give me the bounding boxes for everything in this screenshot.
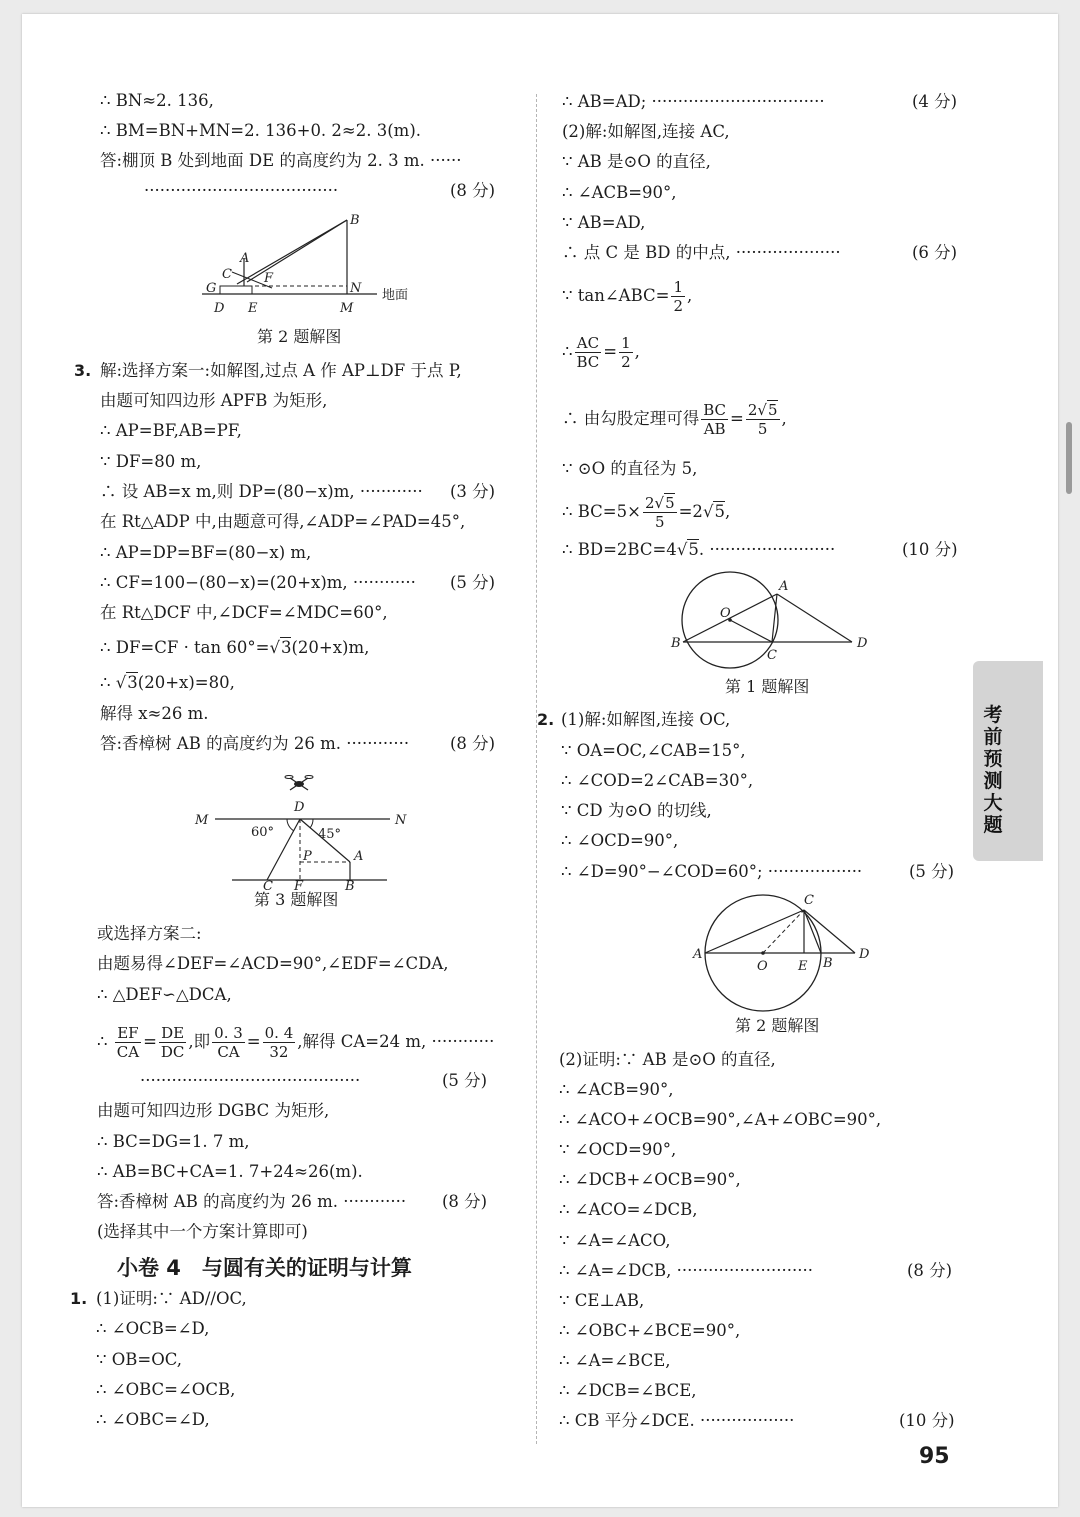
section-title: 小卷 4 与圆有关的证明与计算 — [117, 1256, 412, 1280]
fig1-label-C: C — [767, 648, 777, 663]
fig2c-label-C: C — [804, 893, 814, 908]
text-seg: ∴ — [562, 342, 573, 361]
score: (8 分) — [907, 1261, 953, 1280]
fig2-label-A: A — [240, 251, 250, 266]
fig2-label-D: D — [214, 301, 225, 316]
text-line: ∵ OA=OC,∠CAB=15°, — [561, 741, 746, 760]
numerator: 2√5 — [644, 494, 675, 512]
question-number: 3. — [74, 361, 92, 380]
text-line: (2)证明:∵ AB 是⊙O 的直径, — [559, 1050, 776, 1069]
figure-2-circle-diagram — [677, 890, 877, 1016]
text-line: ∴ ∠A=∠DCB, ·························· — [559, 1261, 813, 1280]
numerator: 1 — [673, 278, 684, 296]
text-line: ∴ BC=DG=1. 7 m, — [97, 1132, 250, 1151]
denominator: CA — [217, 1043, 240, 1061]
text-seg: , — [634, 342, 640, 361]
text-line: ∴ BD=2BC=4√5. ························ — [562, 540, 836, 559]
text-seg: ∴ BC=5× — [562, 502, 641, 521]
fig2-label-F: F — [264, 271, 274, 286]
text-line: 在 Rt△ADP 中,由题意可得,∠ADP=∠PAD=45°, — [100, 512, 466, 531]
score: (5 分) — [442, 1071, 488, 1090]
fig2c-label-A: A — [693, 947, 703, 962]
text-line: (1)解:如解图,连接 OC, — [561, 710, 731, 729]
text-seg: (20+x)=80, — [137, 673, 235, 692]
fig2-label-N: N — [350, 281, 362, 296]
text-line: ∴ DF=CF · tan 60°=√3(20+x)m, — [100, 638, 370, 657]
fig3-label-F: F — [294, 879, 304, 894]
text-seg: ,解得 CA=24 m, ············ — [297, 1032, 495, 1051]
text-line: ∴ AB=AD; ································· — [562, 92, 825, 111]
text-line: ∵ AB=AD, — [562, 213, 646, 232]
sqrt-arg: 5 — [665, 494, 675, 512]
fig1-label-O: O — [720, 606, 731, 621]
text-line — [97, 1022, 494, 1062]
text-line: 解得 x≈26 m. — [100, 704, 209, 723]
fig2c-label-D: D — [859, 947, 870, 962]
document-page — [22, 14, 1058, 1507]
figure-2-diagram — [192, 210, 422, 322]
fig3-label-D: D — [294, 800, 305, 815]
text-seg: = — [143, 1032, 157, 1051]
denominator: CA — [116, 1043, 140, 1061]
numerator: DE — [159, 1024, 187, 1043]
score-leader: ·········································· — [140, 1071, 361, 1090]
score: (8 分) — [450, 734, 496, 753]
fig3-angle-45: 45° — [318, 827, 342, 842]
text-line: ∴ ∠OBC=∠D, — [96, 1410, 210, 1429]
text-seg: ,即 — [188, 1032, 211, 1051]
denominator: AB — [703, 420, 726, 438]
text-seg: = — [603, 342, 618, 361]
denominator: 5 — [655, 513, 665, 531]
text-line: ∴ △DEF∽△DCA, — [97, 985, 232, 1004]
text-line: ∴ AP=DP=BF=(80−x) m, — [100, 543, 312, 562]
text-line: ∴ ∠DCB=∠BCE, — [559, 1381, 697, 1400]
text-line: 解:选择方案一:如解图,过点 A 作 AP⊥DF 于点 P, — [100, 361, 462, 380]
text-seg: , — [781, 409, 787, 428]
page-number: 95 — [919, 1444, 950, 1469]
text-line: 由题易得∠DEF=∠ACD=90°,∠EDF=∠CDA, — [97, 954, 449, 973]
scrollbar-thumb[interactable] — [1066, 422, 1072, 494]
score-leader: ····································· — [144, 181, 339, 200]
denominator: DC — [160, 1043, 185, 1061]
text-line: (选择其中一个方案计算即可) — [97, 1222, 308, 1241]
fig3-label-C: C — [263, 879, 273, 894]
denominator: 32 — [269, 1043, 289, 1061]
text-seg: , — [724, 502, 731, 521]
text-line: ∵ ∠A=∠ACO, — [559, 1231, 671, 1250]
text-seg: =2 — [678, 502, 703, 521]
denominator: BC — [576, 353, 600, 371]
fig3-label-M: M — [195, 813, 209, 828]
text-line: (2)解:如解图,连接 AC, — [562, 122, 730, 141]
denominator: 2 — [673, 297, 684, 315]
text-line: 答:棚顶 B 处到地面 DE 的高度约为 2. 3 m. ······ — [100, 151, 462, 170]
fraction — [671, 278, 685, 315]
numerator: 0. 4 — [264, 1024, 294, 1042]
text-line: 由题可知四边形 DGBC 为矩形, — [97, 1101, 330, 1120]
score: (10 分) — [902, 540, 958, 559]
text-seg: , — [687, 286, 693, 305]
fig3-label-N: N — [395, 813, 407, 828]
fig2c-label-O: O — [757, 959, 768, 974]
numerator: AC — [575, 334, 602, 353]
text-seg: ∴ DF=CF · tan 60°= — [100, 638, 270, 657]
sqrt-arg: 3 — [280, 638, 292, 657]
drone-icon — [285, 776, 313, 791]
score: (6 分) — [912, 243, 958, 262]
score: (4 分) — [912, 92, 958, 111]
fig3-label-B: B — [345, 879, 355, 894]
text-line: ∴ BM=BN+MN=2. 136+0. 2≈2. 3(m). — [100, 121, 422, 140]
text-line: ∵ DF=80 m, — [100, 452, 202, 471]
text-line: ∴ ∠OCD=90°, — [561, 831, 679, 850]
fraction — [115, 1024, 141, 1061]
text-line: ∴ ∠ACO=∠DCB, — [559, 1200, 698, 1219]
text-seg: ∴ BD=2BC=4 — [562, 540, 677, 559]
figure-caption: 第 3 题解图 — [254, 890, 339, 909]
score: (5 分) — [909, 862, 955, 881]
text-line: ∴ ∠ACB=90°, — [562, 183, 677, 202]
text-line: ∵ AB 是⊙O 的直径, — [562, 152, 711, 171]
text-seg: . ························ — [698, 540, 836, 559]
fig1-label-D: D — [857, 636, 868, 651]
text-line — [562, 332, 640, 372]
text-line: ∵ ⊙O 的直径为 5, — [562, 459, 698, 478]
text-seg: ∴ 由勾股定理可得 — [562, 409, 700, 428]
text-line: ∵ CD 为⊙O 的切线, — [561, 801, 712, 820]
denominator: 2 — [621, 353, 631, 371]
figure-1-diagram — [647, 570, 877, 675]
text-line: 或选择方案二: — [97, 924, 202, 943]
fraction — [701, 401, 728, 438]
coef: 2 — [747, 401, 758, 419]
text-line: ∴ ∠OBC+∠BCE=90°, — [559, 1321, 741, 1340]
text-line — [562, 399, 787, 439]
text-line: ∴ CF=100−(80−x)=(20+x)m, ············ — [100, 573, 416, 592]
text-line: 答:香樟树 AB 的高度约为 26 m. ············ — [97, 1192, 407, 1211]
score: (3 分) — [450, 482, 496, 501]
text-line: (1)证明:∵ AD//OC, — [96, 1289, 247, 1308]
text-line: ∴ ∠COD=2∠CAB=30°, — [561, 771, 754, 790]
fig2-label-E: E — [248, 301, 258, 316]
side-tab-label: 考前预测大题 — [983, 704, 1003, 836]
fraction — [263, 1024, 296, 1061]
fig3-label-A: A — [354, 849, 364, 864]
question-number: 1. — [70, 1289, 88, 1308]
text-line: ∴ 点 C 是 BD 的中点, ···················· — [562, 243, 841, 262]
fig2-label-B: B — [350, 213, 360, 228]
fraction — [619, 334, 633, 371]
figure-3-diagram — [187, 766, 417, 894]
fig2c-label-B: B — [823, 956, 833, 971]
text-line: ∴ ∠D=90°−∠COD=60°; ·················· — [561, 862, 863, 881]
text-line: ∴ √3(20+x)=80, — [100, 673, 235, 692]
text-line: ∴ BN≈2. 136, — [100, 91, 214, 110]
text-line: ∴ ∠ACO+∠OCB=90°,∠A+∠OBC=90°, — [559, 1110, 882, 1129]
text-line: 在 Rt△DCF 中,∠DCF=∠MDC=60°, — [100, 603, 388, 622]
text-line: ∵ CE⊥AB, — [559, 1291, 645, 1310]
numerator: BC — [703, 401, 727, 419]
text-seg: ∴ — [97, 1032, 108, 1051]
text-line: ∴ BC=5× $\frac{2√5}{5}$ =2√5, — [562, 494, 731, 531]
fig2-label-C: C — [222, 267, 232, 282]
text-line: ∵ OB=OC, — [96, 1350, 183, 1369]
fraction — [212, 1024, 245, 1061]
figure-caption: 第 2 题解图 — [735, 1016, 820, 1035]
fig2-label-G: G — [206, 281, 217, 296]
fig2c-label-E: E — [798, 959, 808, 974]
fig3-angle-60: 60° — [251, 825, 275, 840]
text-line: ∵ ∠OCD=90°, — [559, 1140, 677, 1159]
sqrt-arg: 5 — [767, 401, 778, 419]
text-seg: ∵ tan∠ABC= — [562, 286, 670, 305]
sqrt-arg: 3 — [127, 673, 138, 692]
text-line — [562, 276, 692, 316]
text-line: ∴ ∠A=∠BCE, — [559, 1351, 671, 1370]
text-line: 答:香樟树 AB 的高度约为 26 m. ············ — [100, 734, 410, 753]
fig2-label-ground: 地面 — [382, 288, 409, 303]
text-line: ∴ ∠OCB=∠D, — [96, 1319, 210, 1338]
text-line: ∴ ∠DCB+∠OCB=90°, — [559, 1170, 741, 1189]
numerator: EF — [115, 1024, 141, 1043]
text-line: ∴ CB 平分∠DCE. ·················· — [559, 1411, 795, 1430]
text-line: 由题可知四边形 APFB 为矩形, — [100, 391, 328, 410]
numerator: 2√5 — [747, 401, 778, 419]
sqrt-arg: 5 — [714, 502, 725, 521]
fig3-label-P: P — [303, 849, 312, 864]
score: (5 分) — [450, 573, 496, 592]
fraction — [575, 334, 602, 371]
fraction — [159, 1024, 187, 1061]
figure-caption: 第 2 题解图 — [257, 327, 342, 346]
figure-caption: 第 1 题解图 — [725, 677, 810, 696]
text-line: ∴ ∠ACB=90°, — [559, 1080, 674, 1099]
score: (8 分) — [450, 181, 496, 200]
score: (10 分) — [899, 1411, 955, 1430]
text-line: ∴ ∠OBC=∠OCB, — [96, 1380, 236, 1399]
fraction — [643, 494, 677, 531]
fraction — [746, 401, 780, 438]
fig2-label-M: M — [340, 301, 354, 316]
coef: 2 — [644, 494, 655, 512]
numerator: 1 — [621, 334, 631, 352]
column-divider — [536, 94, 537, 1444]
text-seg: ∴ — [100, 673, 116, 692]
text-seg: = — [246, 1032, 261, 1051]
text-line: ∴ 设 AB=x m,则 DP=(80−x)m, ············ — [100, 482, 423, 501]
text-seg: (20+x)m, — [291, 638, 370, 657]
sqrt-arg: 5 — [688, 540, 699, 559]
text-seg: = — [730, 409, 744, 428]
fig1-label-B: B — [671, 636, 681, 651]
text-line: ∴ AB=BC+CA=1. 7+24≈26(m). — [97, 1162, 363, 1181]
score: (8 分) — [442, 1192, 488, 1211]
fig1-label-A: A — [779, 579, 789, 594]
text-line: ∴ AP=BF,AB=PF, — [100, 421, 242, 440]
question-number: 2. — [537, 710, 555, 729]
numerator: 0. 3 — [214, 1024, 243, 1042]
denominator: 5 — [757, 420, 768, 438]
